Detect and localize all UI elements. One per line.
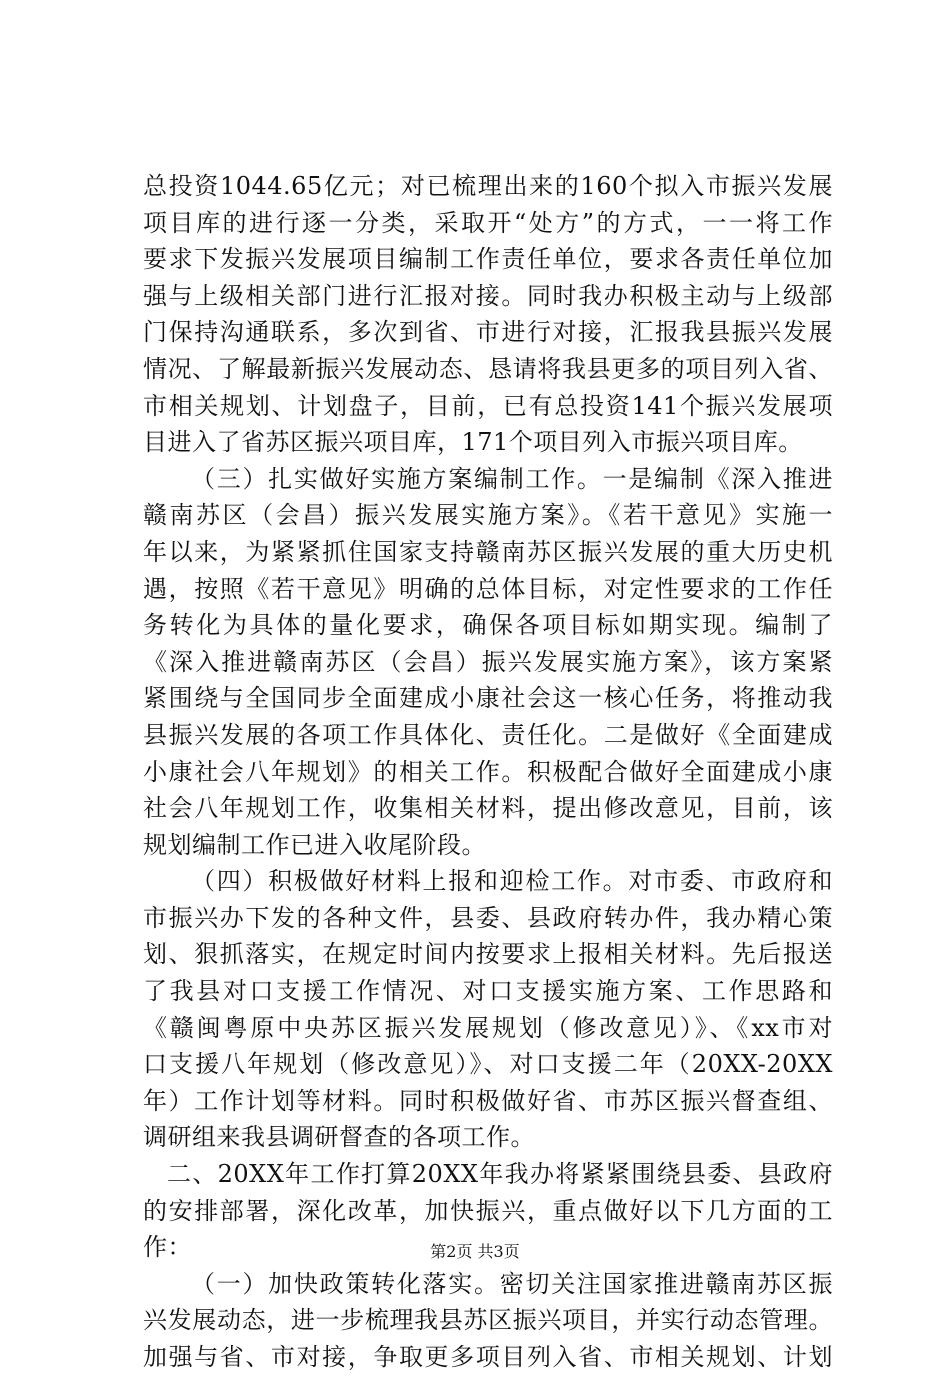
text-line: 总投资1044.65亿元；对已梳理出来的160个拟入市振兴发展 [143,172,833,200]
section-heading-line: （四）积极做好材料上报和迎检工作。对市委、市政府和 [191,867,833,896]
text-line: 《深入推进赣南苏区（会昌）振兴发展实施方案》，该方案紧 [143,647,833,676]
text-line: 市相关规划、计划盘子，目前，已有总投资141个振兴发展项 [143,391,833,420]
text-line: 市振兴办下发的各种文件，县委、县政府转办件，我办精心策 [143,903,833,932]
text-line: 要求下发振兴发展项目编制工作责任单位，要求各责任单位加 [143,245,833,274]
section-heading-line: （一）加快政策转化落实。密切关注国家推进赣南苏区振 [191,1269,833,1298]
page-number-footer: 第2页 共3页 [430,1242,520,1261]
text-line: 情况、了解最新振兴发展动态、恳请将我县更多的项目列入省、 [143,354,833,383]
document-body [143,168,833,1376]
text-line: 门保持沟通联系，多次到省、市进行对接，汇报我县振兴发展 [143,318,833,347]
text-line: 规划编制工作已进入收尾阶段。 [143,830,486,859]
text-line: 口支援八年规划（修改意见）》、对口支援二年（20XX-20XX [143,1050,833,1079]
text-line: 项目库的进行逐一分类，采取开“处方”的方式，一一将工作 [143,208,833,237]
text-line: 了我县对口支援工作情况、对口支援实施方案、工作思路和 [143,977,833,1006]
text-line: 小康社会八年规划》的相关工作。积极配合做好全面建成小康 [143,757,833,786]
text-line: 划、狠抓落实，在规定时间内按要求上报相关材料。先后报送 [143,940,833,969]
text-line: 强与上级相关部门进行汇报对接。同时我办积极主动与上级部 [143,281,833,310]
text-line: 赣南苏区（会昌）振兴发展实施方案》。《若干意见》实施一 [143,501,833,530]
text-line: 社会八年规划工作，收集相关材料，提出修改意见，目前，该 [143,794,833,823]
text-line: 目进入了省苏区振兴项目库，171个项目列入市振兴项目库。 [143,428,803,457]
section-heading-line: 二、20XX年工作打算20XX年我办将紧紧围绕县委、县政府 [167,1160,833,1189]
text-line: 《赣闽粤原中央苏区振兴发展规划（修改意见）》、《xx市对 [143,1013,833,1042]
text-line: 兴发展动态，进一步梳理我县苏区振兴项目，并实行动态管理。 [143,1306,833,1335]
text-line: 年）工作计划等材料。同时积极做好省、市苏区振兴督查组、 [143,1086,833,1115]
text-line: 务转化为具体的量化要求，确保各项目标如期实现。编制了 [143,611,833,640]
text-line: 遇，按照《若干意见》明确的总体目标，对定性要求的工作任 [143,574,833,603]
text-line: 年以来，为紧紧抓住国家支持赣南苏区振兴发展的重大历史机 [143,537,833,566]
text-line: 的安排部署，深化改革，加快振兴，重点做好以下几方面的工 [143,1196,833,1225]
text-line: 加强与省、市对接，争取更多项目列入省、市相关规划、计划 [143,1343,833,1371]
section-heading-line: （三）扎实做好实施方案编制工作。一是编制《深入推进 [191,464,833,493]
text-line: 县振兴发展的各项工作具体化、责任化。二是做好《全面建成 [143,720,833,749]
text-line: 紧围绕与全国同步全面建成小康社会这一核心任务，将推动我 [143,684,833,713]
text-line: 作： [143,1233,192,1262]
text-line: 调研组来我县调研督查的各项工作。 [143,1123,535,1152]
